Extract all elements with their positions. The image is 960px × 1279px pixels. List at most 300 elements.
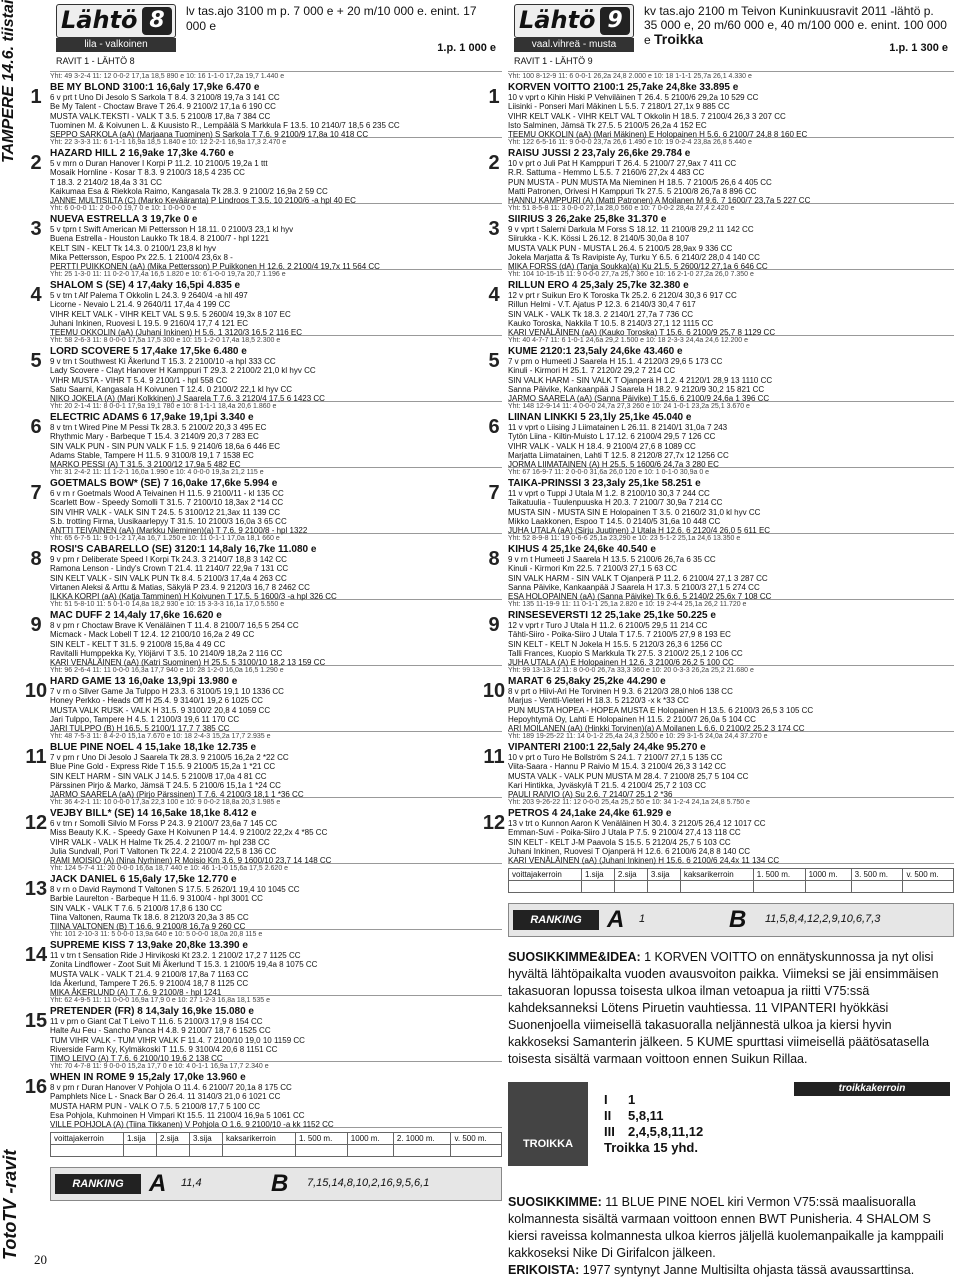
entry-detail-line: TEEMU OKKOLIN (aA) (Juhani Inkinen) H 5.6. 1 3120/3 16,5 2 116 EC <box>50 328 302 338</box>
start-number: 2 <box>30 152 42 174</box>
troikka-value: 5,8,11 <box>628 1108 664 1123</box>
ranking-b-letter: B <box>271 1170 289 1197</box>
start-number: 7 <box>488 482 500 504</box>
start-number: 13 <box>24 878 48 900</box>
entry-detail-line: Micmack - Mack Lobell T 12.4. 12 2100/10 16,2a 2 49 CC <box>50 630 255 640</box>
payout-header: 1.sija <box>123 1133 156 1145</box>
stats-line: Yht: 51 8-5-8 11: 3 0-0-0 27,1a 28,0 560 e 10: 7 0-0-2 28,4a 27,4 2.420 e <box>508 205 735 212</box>
entry-detail-line: JARMO SAARELA (aA) (Sanna Päivike) T 15.6. 6 2100/9 24,6a 1 396 CC <box>508 394 770 404</box>
entry-detail-line: 5 v tprn t Swift American Mi Pettersson H 18.11. 0 2100/3 23,1 kl hyv <box>50 225 294 234</box>
entry-card <box>482 666 954 734</box>
start-number: 10 <box>482 680 506 702</box>
entry-detail-line: Matti Patronen, Orivesi H Kamppuri Tk 27.5. 5 2100/8 26,7a 8 896 CC <box>508 186 757 196</box>
stats-line: Yht: 6 0-0-0 11: 2 0-0-0 19,7 0 e 10: 1 0-0-0 0 e <box>50 205 197 212</box>
entry-detail-line: SIN VALK - VALK T 7.6. 5 2100/8 17,8 6 130 CC <box>50 903 222 913</box>
entry-detail-line: Ramona Lenson - Lindy's Crown T 21.4. 11 2140/7 22,9a 7 131 CC <box>50 564 289 574</box>
entry-detail-line: Tiina Valtonen, Rauma Tk 18.6. 8 2120/3 20,3a 3 85 CC <box>50 912 249 922</box>
race-8-column <box>24 0 502 1201</box>
entry-detail-line: TIINA VALTONEN (B) T 16.6. 9 2100/8 16,7a 9 260 CC <box>50 922 246 932</box>
start-number: 4 <box>30 284 42 306</box>
stats-line: Yht: 124 5-7-4 11: 20 0-0-0 16,6a 18,7 440 e 10: 46 1-1-0 15,6a 17,5 2.620 e <box>50 865 289 872</box>
entry-detail-line: SIN VALK HARM - SIN VALK T Ojanperä H 1.2. 4 2120/1 28,9 13 1110 CC <box>508 375 773 385</box>
horse-name: MARAT 6 25,8aky 25,2ke 44.290 e <box>508 676 666 687</box>
entry-detail-line: JANNE MULTISILTA (C) (Marko Kevääranta) P Lindroos T 3.5. 10 2100/6 -a hpl 40 EC <box>50 196 356 206</box>
entry-list <box>24 72 502 1130</box>
stats-line: Yht: 203 9-26-22 11: 12 0-0-0 25,4a 25,2 50 e 10: 34 1-2-4 24,1a 24,8 5.750 e <box>508 799 750 806</box>
entry-detail-line: Kari Hintikka, Jyväskylä T 21.5. 4 2100/4 25,7 2 103 CC <box>508 780 707 790</box>
stats-line: Yht: 25 1-3-0 11: 11 0-2-0 17,4a 16,5 1.820 e 10: 6 1-0-0 19,7a 20,7 1.196 e <box>50 271 286 278</box>
entry-detail-line: 12 v prt r Suikun Ero K Toroska Tk 25.2. 6 2120/4 30,3 6 917 CC <box>508 291 737 300</box>
story-lead: ERIKOISTA: <box>508 1263 580 1277</box>
entry-detail-line: 5 v mrn o Duran Hanover I Korpi P 11.2. 10 2100/5 19,2a 1 ttt <box>50 159 268 168</box>
troikka-key: I <box>604 1092 608 1107</box>
race-prize: 1.p. 1 000 e <box>437 42 496 54</box>
ranking-a-letter: A <box>607 906 625 933</box>
race-conditions: kv tas.ajo 2100 m Teivon Kuninkuusravit 2011 -lähtö p. 35 000 e, 20 m/60 000 e, 40 m/100 000 e. enint. 100 000 e Troikka <box>644 4 947 47</box>
entry-detail-line: 13 v trt o Kunnon Aaron K Venäläinen H 30.4. 3 2120/5 26,4 12 1017 CC <box>508 819 766 828</box>
entry-detail-line: Ida Åkerlund, Tampere T 26.5. 9 2100/4 18,7 8 1125 CC <box>50 978 249 988</box>
entry-detail-line: Virtanen Aleksi & Arttu & Matias, Säkylä P 23.4. 9 2120/3 16,7 8 2462 CC <box>50 582 310 592</box>
entry-detail-line: SIN KELT - KELT T 31.5. 9 2100/8 15,8a 4 49 CC <box>50 639 226 649</box>
entry-detail-line: ARI MOILANEN (aA) (Hinkki Torvinen)(a) A Moilanen L 6.6. 0 2100/2 25,2 3 174 CC <box>508 724 805 734</box>
horse-name: TAIKA-PRINSSI 3 23,3aly 25,1ke 58.251 e <box>508 478 701 489</box>
entry-detail-line: SIN KELT - KELT N Jokela H 15.5. 5 2120/3 26,3 6 1256 CC <box>508 639 723 649</box>
entry-detail-line: 9 v vprt t Salerni Darkula M Forss S 18.12. 11 2100/8 29,2 11 142 CC <box>508 225 754 234</box>
entry-detail-line: Kauko Toroska, Nakkila T 10.5. 8 2140/3 27,1 12 1115 CC <box>508 318 714 328</box>
entry-detail-line: RAMI MOISIO (A) (Nina Nyrhinen) R Moisio Km 3.6. 9 1600/10 23,7 14 148 CC <box>50 856 332 866</box>
start-number: 2 <box>488 152 500 174</box>
entry-detail-line: MIKA FORSS (dA) (Tanja Soukka)(a) Ku 21.5. 5 2600/12 27,1a 6 646 CC <box>508 262 768 272</box>
entry-detail-line: 11 v vprt o Liising J Liimatainen L 26.11. 8 2140/1 31,0a 7 243 <box>508 423 728 432</box>
entry-detail-line: S.b. trotting Firma, Uusikaarlepyy T 31.5. 10 2100/3 16,0a 3 65 CC <box>50 516 287 526</box>
payout-header: kaksarikerroin <box>680 869 753 881</box>
entry-detail-line: ANTTI TEIVAINEN (aA) (Markku Nieminen)(a) T 7.6. 9 2100/8 - hpl 1322 <box>50 526 308 536</box>
entry-detail-line: Tuominen M. & Koivunen L. & Kuusisto R., Lempäälä S Markkula F 13.5. 10 2140/7 18,5 6 235 CC <box>50 120 400 130</box>
entry-detail-line: TUM VIHR VALK - TUM VIHR VALK F 11.4. 7 2100/10 19,0 10 1159 CC <box>50 1035 305 1045</box>
horse-name: HARD GAME 13 16,0ake 13,9pi 13.980 e <box>50 676 238 687</box>
entry-detail-line: MUSTA VALK RUSK - VALK H 31.5. 9 3100/2 20,8 4 1059 CC <box>50 705 271 715</box>
story-paragraph <box>508 1263 914 1277</box>
payout-header: 3.sija <box>189 1133 222 1145</box>
race-header <box>50 0 502 72</box>
entry-card <box>30 204 502 272</box>
entry-detail-line: SIN KELT VALK - SIN VALK PUN Tk 8.4. 5 2100/3 17,4a 4 263 CC <box>50 573 287 583</box>
entry-detail-line: 10 v prt o Turo He Bollström S 24.1. 7 2100/7 27,1 5 135 CC <box>508 753 723 762</box>
stats-line: Yht: 189 19-25-22 11: 14 0-1-2 25,4a 24,3 2.500 e 10: 29 3-1-5 24,0a 24,4 37.270 e <box>508 733 768 740</box>
troikka-key: II <box>604 1108 612 1123</box>
entry-detail-line: JUHA UTALA (A) E Holopainen H 12.6. 3 2100/6 26,2 5 100 CC <box>508 658 734 668</box>
entry-detail-line: VIHR VALK - VALK H Halme Tk 25.4. 2 2100/7 m- hpl 238 CC <box>50 837 270 847</box>
payout-header: kaksarikerroin <box>222 1133 295 1145</box>
troikka-total: Troikka 15 yhd. <box>604 1140 698 1155</box>
entry-card <box>30 534 502 602</box>
ranking-bar <box>508 903 954 937</box>
entry-detail-line: ESA HOLOPAINEN (aA) (Sanna Päivike) Tk 6.6. 5 2140/2 25,6x 7 108 CC <box>508 592 772 602</box>
horse-name: NUEVA ESTRELLA 3 19,7ke 0 e <box>50 214 198 225</box>
entry-detail-line: Satu Saarni, Kangasala H Koivunen T 12.4. 0 2100/2 22,1 kl hyv CC <box>50 384 293 394</box>
troikka-logo: TROIKKA <box>508 1082 588 1166</box>
stats-line: Yht: 36 4-2-1 11: 10 0-0-0 17,3a 22,3 100 e 10: 9 0-0-2 18,8a 20,3 1.985 e <box>50 799 281 806</box>
entry-detail-line: Be My Talent - Choctaw Brave T 26.4. 9 2100/2 17,1a 6 190 CC <box>50 102 276 112</box>
start-number: 12 <box>24 812 48 834</box>
entry-card <box>30 336 502 404</box>
entry-card <box>483 732 954 800</box>
stats-line: Yht: 67 16-9-7 11: 2 0-0-0 31,6a 26,0 120 e 10: 1 0-1-0 30,9a 0 e <box>508 469 710 476</box>
entry-detail-line: MUSTA SIN - MUSTA SIN E Holopainen T 3.5. 0 2160/2 31,0 kl hyv CC <box>508 507 761 517</box>
payout-header: 1.sija <box>581 869 614 881</box>
stats-line: Yht: 40 4-7-7 11: 6 1-0-1 24,6a 29,2 1.500 e 10: 18 2-3-3 24,4a 24,6 12.200 e <box>508 337 748 344</box>
race-title-box <box>56 4 176 38</box>
side-brand-label: TotoTV -ravit <box>0 1149 20 1260</box>
entry-detail-line: Rhythmic Mary - Barbeque T 15.4. 3 2140/9 20,3 7 283 EC <box>50 432 259 442</box>
story-lead: SUOSIKKIMME&IDEA: <box>508 950 641 964</box>
horse-name: RILLUN ERO 4 25,3aly 25,7ke 32.380 e <box>508 280 689 291</box>
start-number: 11 <box>483 746 505 768</box>
start-number: 10 <box>24 680 48 702</box>
troikka-rows <box>604 1092 703 1156</box>
horse-name: PETROS 4 24,1ake 24,4ke 61.929 e <box>508 808 672 819</box>
story-paragraph <box>508 950 939 1066</box>
entry-detail-line: 8 v prt o Hiivi-Ari He Torvinen H 9.3. 6 2120/3 28,0 hlo6 138 CC <box>508 687 733 696</box>
entry-detail-line: Barbie Laurelton - Barbeque H 11.6. 9 3100/4 - hpl 3001 CC <box>50 894 263 904</box>
entry-detail-line: Tähti-Siiro - Poika-Siiro J Utala T 17.5. 7 2100/5 27,9 8 193 EC <box>508 630 731 640</box>
race-number: 9 <box>600 7 630 35</box>
ranking-a-value: 11,4 <box>181 1177 202 1189</box>
entry-detail-line: 9 v rn t Humeeti J Saarela H 13.5. 5 2100/6 26,7a 6 35 CC <box>508 555 716 564</box>
horse-name: SIIRIUS 3 26,2ake 25,8ke 31.370 e <box>508 214 667 225</box>
entry-detail-line: Blue Pine Gold - Express Ride T 15.5. 9 2100/5 15,2a 1 *21 CC <box>50 762 276 772</box>
start-number: 7 <box>30 482 42 504</box>
horse-name: BLUE PINE NOEL 4 15,1ake 18,1ke 12.735 e <box>50 742 257 753</box>
entry-detail-line: JARMO SAARELA (aA) (Pirjo Pärssinen) T 7.6. 4 2100/3 18,1 1 *36 CC <box>50 790 304 800</box>
entry-card <box>488 336 954 404</box>
entry-detail-line: Rillun Helmi - V.T. Ajatus P 12.3. 6 2140/3 30,4 7 617 <box>508 300 696 310</box>
horse-name: KIHUS 4 25,1ke 24,6ke 40.540 e <box>508 544 656 555</box>
entry-detail-line: 8 v trn t Wired Pine M Pessi Tk 28.3. 5 2100/2 20,3 3 495 EC <box>50 423 267 432</box>
entry-detail-line: PERTTI PUIKKONEN (aA) (Mika Pettersson) P Puikkonen H 12.6. 2 2100/4 19,7x 11 564 CC <box>50 262 380 272</box>
entry-detail-line: SIN VIHR VALK - VALK SIN T 24.5. 5 3100/12 21,3ax 11 139 CC <box>50 507 281 517</box>
payout-table <box>50 1132 502 1157</box>
start-number: 8 <box>488 548 500 570</box>
stats-line: Yht: 22 3-3-3 11: 6 1-1-1 16,9a 18,5 1.840 e 10: 12 2-2-1 16,9a 17,3 2.470 e <box>50 139 287 146</box>
entry-card <box>30 468 502 536</box>
entry-detail-line: Scarlett Bow - Speedy Somolli T 31.5. 7 2100/10 18,3ax 2 *14 CC <box>50 498 284 508</box>
entry-detail-line: Miss Beauty K.K. - Speedy Gaxe H Koivunen P 14.4. 9 2100/2 22,2x 4 *85 CC <box>50 828 328 838</box>
entry-detail-line: TIMO LEIVO (A) T 7.6. 6 2100/10 19,6 2 138 CC <box>50 1054 223 1064</box>
payout-header: 1. 500 m. <box>295 1133 347 1145</box>
horse-name: RAISU JUSSI 2 23,7aly 26,6ke 29.784 e <box>508 148 691 159</box>
entry-detail-line: Taikatuulia - Tuulenpuuska H 20.3. 7 2100/7 30,9a 7 214 CC <box>508 498 723 508</box>
ranking-label: RANKING <box>55 1174 141 1194</box>
troikka-row <box>604 1108 703 1124</box>
race-9-column <box>482 0 954 1279</box>
horse-name: KUME 2120:1 23,5aly 24,6ke 43.460 e <box>508 346 683 357</box>
horse-name: MAC DUFF 2 14,4aly 17,6ke 16.620 e <box>50 610 222 621</box>
entry-detail-line: Lady Scovere - Clayt Hanover H Kamppuri T 29.3. 2 2100/2 21,0 kl hyv CC <box>50 366 316 376</box>
entry-detail-line: Honey Perkko - Heads Off H 25.4. 9 3140/1 19,2 6 1025 CC <box>50 696 263 706</box>
race-number: 8 <box>142 7 172 35</box>
entry-detail-line: Juhani Inkinen, Ruovesi T Ojanperä H 12.6. 6 2100/6 24,8 8 140 CC <box>508 846 751 856</box>
horse-name: HAZARD HILL 2 16,9ake 17,3ke 4.760 e <box>50 148 234 159</box>
entry-detail-line: VIHR MUSTA - VIHR T 5.4. 9 2100/1 - hpl 558 CC <box>50 375 228 385</box>
entry-detail-line: Marjatta Liimatainen, Lahti T 12.5. 8 2120/8 27,7x 12 1256 CC <box>508 450 729 460</box>
payout-header: voittajakerroin <box>51 1133 124 1145</box>
start-number: 3 <box>488 218 500 240</box>
race-prize: 1.p. 1 300 e <box>889 42 948 54</box>
stats-line: Yht: 135 11-19-9 11: 11 0-1-1 25,1a 2.820 e 10: 19 2-4-4 25,1a 26,2 11.720 e <box>508 601 747 608</box>
ranking-b-value: 11,5,8,4,12,2,9,10,6,7,3 <box>765 913 881 925</box>
story-text: 11 BLUE PINE NOEL kiri Vermon V75:ssä maalisuoralla kolmannesta sisältä varmaan voittoon ennen BWT Punisheria. 4 SHALOM S kiersi raveissa kolmannesta ulkoa kierros jäljellä kuolemanpaikalle ja kamppaili kakkoseksi Nike Di Girifalcon jälkeen. <box>508 1195 944 1260</box>
payout-table <box>508 868 954 893</box>
entry-detail-line: 10 v prt o Juli Pat H Kamppuri T 26.4. 5 2100/7 27,9ax 7 411 CC <box>508 159 737 168</box>
race-title-box <box>514 4 634 38</box>
entry-detail-line: KARI VENÄLÄINEN (aA) (Katri Suominen) H 25.5. 5 3100/10 18,2 13 159 CC <box>50 658 326 668</box>
start-number: 9 <box>30 614 42 636</box>
entry-detail-line: Hepoyhtymä Oy, Lahti E Holopainen H 11.5. 2 2100/7 26,0a 5 104 CC <box>508 714 756 724</box>
payout-header: 1000 m. <box>805 869 851 881</box>
horse-name: SUPREME KISS 7 13,9ake 20,8ke 13.390 e <box>50 940 248 951</box>
troikka-badge: troikkakerroin <box>794 1082 950 1096</box>
entry-detail-line: 9 v prn r Deliberate Speed I Korpi Tk 24.3. 3 2140/7 18,8 3 142 CC <box>50 555 287 564</box>
ranking-b-value: 7,15,14,8,10,2,16,9,5,6,1 <box>307 1177 430 1189</box>
payout-header: 1. 500 m. <box>753 869 805 881</box>
entry-detail-line: Riverside Farm Ky, Kylmäkoski T 11.5. 9 3100/4 20,6 8 1151 CC <box>50 1044 278 1054</box>
entry-detail-line: MARKO PESSI (A) T 31.5. 3 2100/12 17,9a 5 482 EC <box>50 460 241 470</box>
entry-detail-line: MUSTA VALK PUN - MUSTA L 26.4. 5 2100/5 28,9ax 9 336 CC <box>508 243 733 253</box>
stats-line: Yht: 51 5-8-10 11: 5 0-1-0 14,8a 18,2 930 e 10: 15 3-3-3 16,1a 17,0 5.550 e <box>50 601 285 608</box>
payout-header: v. 500 m. <box>903 869 954 881</box>
entry-detail-line: SIN KELT HARM - SIN VALK J 14.5. 5 2100/8 17,0a 4 81 CC <box>50 771 267 781</box>
entry-card <box>488 534 954 602</box>
story-paragraph <box>508 1195 944 1260</box>
entry-detail-line: Kaikumaa Esa & Riekkola Raimo, Kangasala Tk 28.3. 9 2100/2 16,9a 2 59 CC <box>50 186 328 196</box>
entry-detail-line: 11 v prn o Giant Cat T Leivo T 11.6. 5 2100/3 17,9 8 154 CC <box>50 1017 263 1026</box>
page-number: 20 <box>34 1252 47 1267</box>
entry-detail-line: JUHA UTALA (aA) (Sirju Juutinen) J Utala H 12.6. 6 2120/4 26,0 5 611 EC <box>508 526 771 536</box>
entry-detail-line: SIN VALK - VALK Tk 18.3. 2 2140/1 27,7a 7 736 CC <box>508 309 693 319</box>
stats-line: Yht: 48 7-5-3 11: 8 4-2-0 15,1a 7.670 e 10: 18 2-4-3 15,2a 17,7 2.935 e <box>50 733 271 740</box>
stats-line: Yht: 58 2-6-3 11: 8 0-0-0 17,5a 17,5 300 e 10: 15 1-2-0 17,4a 18,5 2.300 e <box>50 337 281 344</box>
stats-line: Yht: 104 10-15-15 11: 9 0-0-0 27,7a 25,7 360 e 10: 16 2-1-0 27,2a 26,0 7.350 e <box>508 271 754 278</box>
entry-detail-line: Ravitalli Humppekka Ky, Ylöjärvi T 3.5. 10 2140/9 18,2a 2 116 CC <box>50 648 283 658</box>
start-number: 1 <box>30 86 42 108</box>
entry-detail-line: SIN KELT - KELT J-M Paavola S 15.5. 5 2120/4 25,7 5 103 CC <box>508 837 731 847</box>
entry-detail-line: SEPPO SARKOLA (aA) (Marjaana Tuominen) S Sarkola T 7.6. 9 2100/9 17,8a 10 418 CC <box>50 130 369 140</box>
payout-header: 2.sija <box>614 869 647 881</box>
troikka-row <box>604 1092 703 1108</box>
entry-detail-line: SIN VALK PUN - SIN PUN VALK F 1.5. 9 2140/6 18,6a 6 446 EC <box>50 441 281 451</box>
entry-detail-line: 7 v prn r Uno Di Jesolo J Saarela Tk 28.3. 9 2100/5 16,2a 2 *22 CC <box>50 753 289 762</box>
stats-line: Yht: 122 6-5-16 11: 9 0-0-0 23,7a 26,6 1.490 e 10: 19 0-2-4 23,8a 26,8 5.440 e <box>508 139 752 146</box>
entry-detail-line: ILKKA KORPI (aA) (Katja Tamminen) H Koivunen T 17.5. 5 1600/3 -a hpl 326 CC <box>50 592 337 602</box>
entry-detail-line: Kinuli - Kirmori Km 22.5. 7 2100/3 27,1 5 63 CC <box>508 564 677 574</box>
entry-card <box>482 798 954 866</box>
story-lead: SUOSIKKIMME: <box>508 1195 602 1209</box>
horse-name: RINSESEVERSTI 12 25,1ake 25,1ke 50.225 e <box>508 610 716 621</box>
entry-detail-line: VIHR KELT VALK - VIHR KELT VAL S 9.5. 5 2600/4 19,3x 8 107 EC <box>50 309 291 319</box>
race-color-label: vaal.vihreä - musta <box>514 38 634 52</box>
entry-card <box>24 996 502 1064</box>
troikka-box <box>508 1082 954 1194</box>
stats-line: Yht: 101 2-10-3 11: 5 0-0-0 13,9a 640 e 10: 5 0-0-0 18,0a 20,8 115 e <box>50 931 263 938</box>
entry-detail-line: R.R. Sattuma - Hemmo L 5.5. 7 2160/6 27,2x 4 483 CC <box>508 168 705 178</box>
horse-name: GOETMALS BOW* (SE) 7 16,0ake 17,6ke 5.994 e <box>50 478 278 489</box>
entry-detail-line: Sanna Päivike, Kankaanpää J Saarela H 18.2. 9 2120/9 30,2 15 821 CC <box>508 384 765 394</box>
entry-detail-line: 9 v trn t Southwest Ki Åkerlund T 15.3. 2 2100/10 -a hpl 333 CC <box>50 357 276 366</box>
entry-card <box>30 402 502 470</box>
troikka-value: 1 <box>628 1092 636 1107</box>
stats-line: Yht: 62 4-9-5 11: 11 0-0-0 16,9a 17,9 0 e 10: 27 1-2-3 16,8a 18,1 535 e <box>50 997 271 1004</box>
entry-detail-line: Talli Frances, Kuopio S Markkula Tk 27.5. 3 2100/2 25,1 2 106 CC <box>508 648 743 658</box>
entry-detail-line: Julia Sundvall, Pori T Valtonen Tk 22.4. 2 2100/4 22,5 8 136 CC <box>50 846 277 856</box>
horse-name: PRETENDER (FR) 8 14,3aly 16,9ke 15.080 e <box>50 1006 254 1017</box>
horse-name: VEJBY BILL* (SE) 14 16,5ake 18,1ke 8.412 e <box>50 808 257 819</box>
horse-name: KORVEN VOITTO 2100:1 25,7ake 24,8ke 33.895 e <box>508 82 739 93</box>
entry-card <box>488 72 954 140</box>
ranking-label: RANKING <box>513 910 599 930</box>
payout-header: 2. 1000 m. <box>393 1133 451 1145</box>
horse-name: LORD SCOVERE 5 17,4ake 17,5ke 6.480 e <box>50 346 247 357</box>
stats-line: Yht: 20 2-1-4 11: 8 0-0-1 17,9a 19,1 780 e 10: 8 1-1-1 18,4a 20,6 1.860 e <box>50 403 277 410</box>
preview-text <box>508 949 954 1068</box>
race-color-label: lila - valkoinen <box>56 38 176 52</box>
entry-detail-line: 6 v prt t Uno Di Jesolo S Sarkola T 8.4. 3 2100/8 19,7a 3 141 CC <box>50 93 280 102</box>
entry-card <box>488 600 954 668</box>
start-number: 5 <box>488 350 500 372</box>
entry-detail-line: MUSTA HARM PUN - VALK O 7.5. 5 2100/8 17,7 5 100 CC <box>50 1101 261 1111</box>
ranking-bar <box>50 1167 502 1201</box>
favorite-text <box>508 1194 954 1279</box>
start-number: 1 <box>488 86 500 108</box>
entry-detail-line: Viita-Saara - Hannu P Raivio M 15.4. 3 2100/4 26,3 3 142 CC <box>508 762 727 772</box>
start-number: 12 <box>482 812 506 834</box>
entry-detail-line: MIKA ÅKERLUND (A) T 7.6. 9 2100/8 - hpl 1241 <box>50 988 222 998</box>
entry-detail-line: 10 v vprt o Kihin Hiski P Vehviläinen T 26.4. 5 2100/6 29,2a 10 529 CC <box>508 93 759 102</box>
entry-detail-line: 8 v rn o David Raymond T Valtonen S 17.5. 5 2620/1 19,4 10 1045 CC <box>50 885 300 894</box>
start-number: 4 <box>488 284 500 306</box>
entry-detail-line: Mosaik Hornline - Kosar T 8.3. 9 2100/3 18,5 4 235 CC <box>50 168 245 178</box>
horse-name: SHALOM S (SE) 4 17,4aky 16,5pi 4.835 e <box>50 280 241 291</box>
race-title: Lähtö <box>61 6 138 34</box>
entry-card <box>488 138 954 206</box>
entry-detail-line: Siirukka - K.K. Kössi L 26.12. 8 2140/5 30,0a 8 107 <box>508 234 690 244</box>
entry-card <box>24 798 502 866</box>
stats-line: Yht: 65 6-7-5 11: 9 0-1-2 17,4a 16,7 1.250 e 10: 11 0-1-1 17,0a 18,1 660 e <box>50 535 280 542</box>
entry-card <box>24 864 502 932</box>
entry-detail-line: Juhani Inkinen, Ruovesi L 19.5. 9 2160/4 17,7 4 121 EC <box>50 318 249 328</box>
entry-detail-line: KARI VENÄLÄINEN (aA) (Kauko Toroska) T 15.6. 6 2100/9 25,7 8 1129 CC <box>508 328 776 338</box>
entry-detail-line: Buena Estrella - Houston Laukko Tk 18.4. 8 2100/7 - hpl 1221 <box>50 234 270 244</box>
entry-card <box>24 666 502 734</box>
entry-detail-line: 12 v vprt r Turo J Utala H 11.2. 6 2100/5 29,5 11 214 CC <box>508 621 708 630</box>
horse-name: VIPANTERI 2100:1 22,5aly 24,4ke 95.270 e <box>508 742 706 753</box>
start-number: 14 <box>24 944 48 966</box>
entry-detail-line: Jokela Marjatta & Ts Ravipiste Ay, Turku Y 6.5. 6 2140/2 28,0 4 140 CC <box>508 252 760 262</box>
side-date-label: TAMPERE 14.6. tiistai <box>0 0 17 164</box>
entry-detail-line: Zonita Lindflower - Zoot Suit Mi Åkerlund T 15.3. 1 2100/5 19,4a 8 1075 CC <box>50 960 318 970</box>
entry-detail-line: 8 v prn r Duran Hanover V Pohjola O 11.4. 6 2100/7 20,1a 8 175 CC <box>50 1083 292 1092</box>
entry-card <box>488 204 954 272</box>
entry-detail-line: Marjus - Ventti-Vieteri H 18.3. 5 2120/3 -x k *33 CC <box>508 696 689 706</box>
start-number: 6 <box>488 416 500 438</box>
entry-detail-line: JARI TULPPO (B) H 16.5. 5 2100/1 17,7 7 385 CC <box>50 724 230 734</box>
ranking-b-letter: B <box>729 906 747 933</box>
horse-name: ROSI'S CABARELLO (SE) 3120:1 14,8aly 16,7ke 11.080 e <box>50 544 317 555</box>
stats-line: Yht: 100 8-12-9 11: 6 0-0-1 26,2a 24,8 2.000 e 10: 18 1-1-1 25,7a 26,1 4.330 e <box>508 73 752 80</box>
entry-detail-line: MUSTA VALK - VALK T 21.4. 9 2100/8 17,8a 7 1163 CC <box>50 969 249 979</box>
entry-detail-line: HANNU KAMPPURI (A) (Matti Patronen) A Moilanen M 9.6. 7 1600/7 23,7a 5 227 CC <box>508 196 811 206</box>
payout-header: voittajakerroin <box>509 869 582 881</box>
race-label: RAVIT 1 - LÄHTÖ 8 <box>56 56 135 66</box>
troikka-row <box>604 1124 703 1140</box>
race-title: Lähtö <box>519 6 596 34</box>
entry-detail-line: 7 v rn o Silver Game Ja Tulppo H 23.3. 6 3100/5 19,1 10 1336 CC <box>50 687 284 696</box>
entry-detail-line: VIHR KELT VALK - VIHR KELT VAL T Okkolin H 18.5. 7 2100/4 26,3 3 207 CC <box>508 111 786 121</box>
payout-header: v. 500 m. <box>451 1133 502 1145</box>
entry-card <box>24 930 502 998</box>
stats-line: Yht: 148 12-9-14 11: 4 0-0-0 24,7a 27,3 260 e 10: 24 1-0-1 23,2a 25,1 3.670 e <box>508 403 750 410</box>
race-label: RAVIT 1 - LÄHTÖ 9 <box>514 56 593 66</box>
entry-detail-line: JORMA LIIMATAINEN (A) H 25.5. 5 1600/6 24,7a 3 280 EC <box>508 460 719 470</box>
payout-header: 3.sija <box>647 869 680 881</box>
entry-list <box>482 72 954 866</box>
stats-line: Yht: 99 13-13-12 11: 8 0-0-0 26,7a 33,3 360 e 10: 20 0-3-3 26,2a 25,2 21.680 e <box>508 667 754 674</box>
entry-detail-line: 11 v vprt o Tuppi J Utala M 1.2. 8 2100/10 30,3 7 244 CC <box>508 489 710 498</box>
race-conditions: lv tas.ajo 3100 m p. 7 000 e + 20 m/10 000 e. enint. 17 000 e <box>186 4 477 33</box>
entry-detail-line: MUSTA VALK.TEKSTI - VALK T 3.5. 5 2100/8 17,8a 7 384 CC <box>50 111 271 121</box>
entry-card <box>24 1062 502 1130</box>
entry-detail-line: Jari Tulppo, Tampere H 4.5. 1 2100/3 19,6 11 170 CC <box>50 714 240 724</box>
troikka-key: III <box>604 1124 615 1139</box>
entry-detail-line: Tytön Liina - Kiltin-Muisto L 17.12. 6 2100/4 29,5 7 126 CC <box>508 432 716 442</box>
entry-detail-line: Licorne - Nevaio L 21.4. 9 2640/11 17,4a 4 199 CC <box>50 300 231 310</box>
entry-detail-line: TEEMU OKKOLIN (aA) (Mari Mäkinen) E Holopainen H 5.6. 6 2100/7 24,8 8 160 EC <box>508 130 808 140</box>
entry-detail-line: PAULI RAIVIO (A) Su 2.6. 7 2140/7 25,1 2 *36 <box>508 790 673 800</box>
entry-card <box>488 402 954 470</box>
entry-detail-line: Pamphlets Nice L - Snack Bar O 26.4. 11 3140/3 21,0 6 1021 CC <box>50 1092 281 1102</box>
entry-detail-line: 8 v prn r Choctaw Brave K Venäläinen T 11.4. 8 2100/7 16,5 5 254 CC <box>50 621 299 630</box>
entry-detail-line: PUN MUSTA - PUN MUSTA Ma Nieminen H 18.5. 7 2100/5 26,6 4 405 CC <box>508 177 772 187</box>
entry-card <box>488 270 954 338</box>
stats-line: Yht: 52 8-9-8 11: 19 0-6-6 25,1a 23,290 e 10: 23 5-1-2 25,1a 24,6 13.350 e <box>508 535 741 542</box>
ranking-a-letter: A <box>149 1170 167 1197</box>
start-number: 6 <box>30 416 42 438</box>
entry-detail-line: MUSTA VALK - VALK PUN MUSTA M 28.4. 7 2100/8 25,7 5 104 CC <box>508 771 749 781</box>
ranking-a-value: 1 <box>639 913 646 925</box>
stats-line: Yht: 31 2-4-2 11: 11 1-2-1 16,0a 1.990 e 10: 4 0-0-0 19,3a 21,2 115 e <box>50 469 264 476</box>
stats-line: Yht: 49 3-2-4 11: 12 0-0-2 17,1a 18,5 890 e 10: 16 1-1-0 17,2a 19,7 1.440 e <box>50 73 285 80</box>
story-text: 1 KORVEN VOITTO on ennätyskunnossa ja nyt olisi hyvältä lähtöpaikalta vuoden avausvoiton paikka. Viimeksi se jäi ensimmäisen takasuoran lopussa toisesta ulkoa ilman vetoapua ja riitti V75:ssä kahdeksanneksi Lötens Piruetin vauhtiessa. 11 VIPANTERI hyökkäsi Suonenjoella viimeisellä takasuoralla neljännestä ulkoa ja kiersi hyvin kakkoseksi Samanterin jälkeen. 5 KUME spurttasi viimeisellä päätösatasella toisesta sisältä varmaan voittoon ennen Suikun Rillaa. <box>508 950 939 1066</box>
stats-line: Yht: 70 4-7-8 11: 9 0-0-0 15,2a 17,7 0 e 10: 4 0-1-1 16,9a 17,7 2.340 e <box>50 1063 269 1070</box>
entry-detail-line: NIKO JOKELA (A) (Mari Kolkkinen) J Saarela T 7.6. 3 2120/4 17,5 6 1423 CC <box>50 394 325 404</box>
entry-card <box>30 270 502 338</box>
start-number: 15 <box>24 1010 48 1032</box>
entry-card <box>30 72 502 140</box>
entry-detail-line: VILLE POHJOLA (A) (Tiina Tikkanen) V Pohjola O 1.6. 9 2100/10 -a kk 1152 CC <box>50 1120 334 1130</box>
stats-line: Yht: 96 2-6-4 11: 11 0-0-0 16,3a 17,7 940 e 10: 28 1-2-0 16,0a 16,5 1.290 e <box>50 667 284 674</box>
horse-name: JACK DANIEL 6 15,6aly 17,5ke 12.770 e <box>50 874 237 885</box>
entry-detail-line: PUN MUSTA HOPEA - HOPEA MUSTA E Holopainen H 13.5. 6 2100/3 26,5 3 105 CC <box>508 705 814 715</box>
start-number: 5 <box>30 350 42 372</box>
story-text: 1977 syntynyt Janne Multisilta ohjasta tässä avaussarttinsa. <box>579 1263 915 1277</box>
entry-detail-line: 6 v rn r Goetmals Wood A Teivainen H 11.5. 9 2100/11 - kl 135 CC <box>50 489 284 498</box>
entry-detail-line: Emman-Suvi - Poika-Siiro J Utala P 7.5. 9 2100/4 27,4 13 118 CC <box>508 828 741 838</box>
start-number: 11 <box>25 746 47 768</box>
entry-detail-line: VIHR VALK - VALK H 18.4. 9 2100/4 27,6 8 1089 CC <box>508 441 696 451</box>
horse-name: LIINAN LINKKI 5 23,1ly 25,1ke 45.040 e <box>508 412 692 423</box>
horse-name: WHEN IN ROME 9 15,2aly 17,0ke 13.960 e <box>50 1072 246 1083</box>
entry-detail-line: Adams Stable, Tampere H 11.5. 9 3100/8 19,1 7 1538 EC <box>50 450 254 460</box>
